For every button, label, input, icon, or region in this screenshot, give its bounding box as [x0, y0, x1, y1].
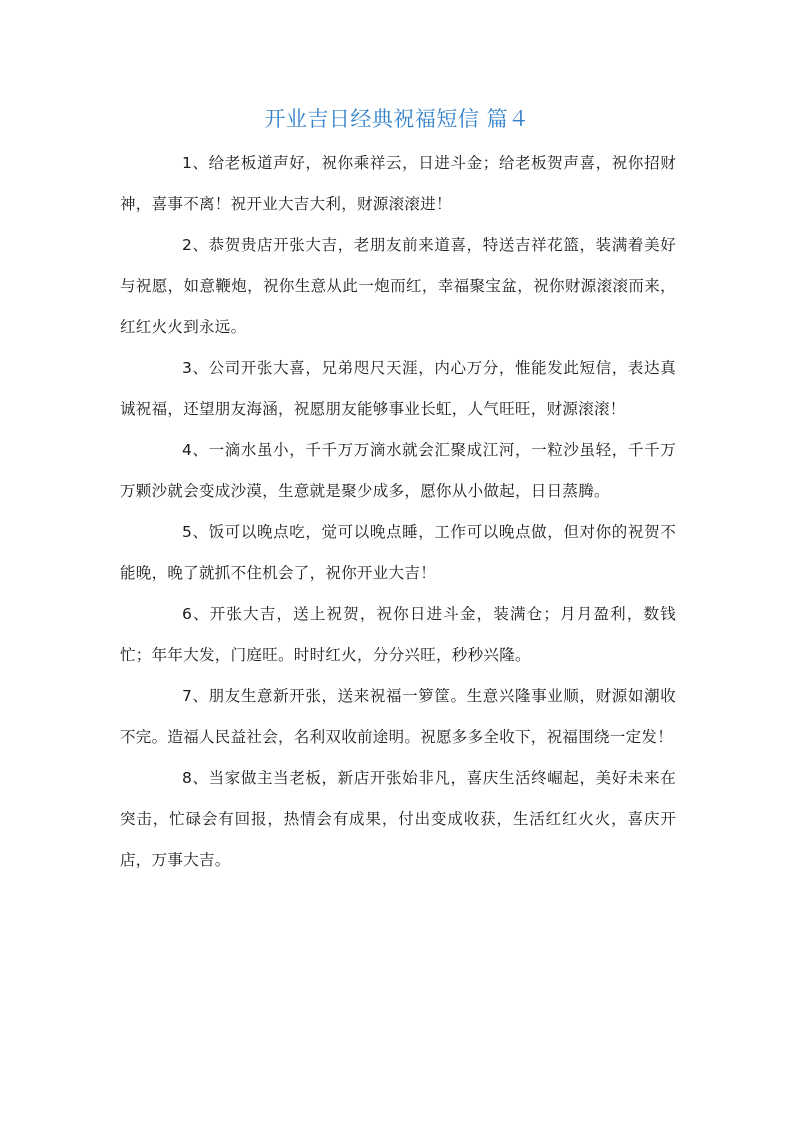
paragraph-3: 3、公司开张大喜，兄弟咫尺天涯，内心万分，惟能发此短信，表达真诚祝福，还望朋友海涵，祝愿朋友能够事业长虹，人气旺旺，财源滚滚！	[120, 359, 676, 418]
paragraph-4: 4、一滴水虽小，千千万万滴水就会汇聚成江河，一粒沙虽轻，千千万万颗沙就会变成沙漠，生意就是聚少成多，愿你从小做起，日日蒸腾。	[120, 441, 676, 500]
document-title: 开业吉日经典祝福短信 篇４	[264, 107, 530, 131]
paragraph-1: 1、给老板道声好，祝你乘祥云，日进斗金；给老板贺声喜，祝你招财神，喜事不离！祝开业大吉大利，财源滚滚进！	[120, 154, 676, 213]
paragraph-7: 7、朋友生意新开张，送来祝福一箩筐。生意兴隆事业顺，财源如潮收不完。造福人民益社会，名利双收前途明。祝愿多多全收下，祝福围绕一定发！	[120, 687, 676, 746]
paragraph-8: 8、当家做主当老板，新店开张始非凡，喜庆生活终崛起，美好未来在突击，忙碌会有回报，热情会有成果，付出变成收获，生活红红火火，喜庆开店，万事大吉。	[120, 769, 676, 869]
paragraph-6: 6、开张大吉，送上祝贺，祝你日进斗金，装满仓；月月盈利，数钱忙；年年大发，门庭旺。时时红火，分分兴旺，秒秒兴隆。	[120, 605, 676, 664]
paragraph-5: 5、饭可以晚点吃，觉可以晚点睡，工作可以晚点做，但对你的祝贺不能晚，晚了就抓不住机会了，祝你开业大吉！	[120, 523, 676, 582]
document-body	[120, 143, 676, 881]
paragraph-2: 2、恭贺贵店开张大吉，老朋友前来道喜，特送吉祥花篮，装满着美好与祝愿，如意鞭炮，祝你生意从此一炮而红，幸福聚宝盆，祝你财源滚滚而来，红红火火到永远。	[120, 236, 676, 336]
